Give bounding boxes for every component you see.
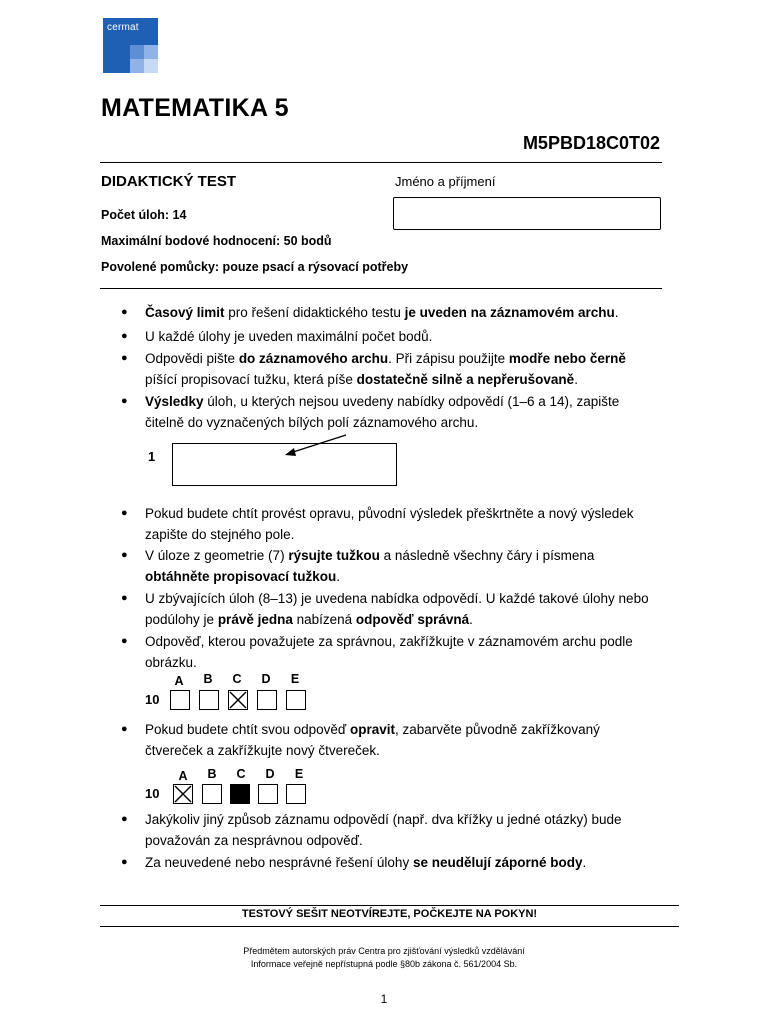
checkbox-a-crossed — [173, 784, 193, 804]
meta-divider — [100, 288, 662, 289]
choice-letter: E — [294, 767, 304, 781]
choice-letter: A — [178, 769, 188, 783]
bullet: ● — [121, 507, 128, 519]
footer-divider-top — [100, 905, 679, 906]
cross-icon — [174, 785, 192, 803]
instruction-change-answer: Pokud budete chtít svou odpověď opravit, zabarvěte původně zakřížkovaný čtvereček a zakřížkujte nový čtvereček. — [145, 722, 600, 758]
max-points: Maximální bodové hodnocení: 50 bodů — [101, 234, 332, 248]
instruction-no-negative-points: Za neuvedené nebo nesprávné řešení úlohy se neudělují záporné body. — [145, 855, 587, 870]
bullet: ● — [121, 549, 128, 561]
bullet: ● — [121, 352, 128, 364]
instruction-correction: Pokud budete chtít provést opravu, původní výsledek přeškrtněte a nový výsledek zapište do stejného pole. — [145, 506, 634, 542]
arrow-icon — [280, 432, 350, 460]
copyright-notice — [100, 945, 668, 971]
choice-letter: E — [290, 672, 300, 686]
bullet: ● — [121, 813, 128, 825]
choice-letter: A — [174, 674, 184, 688]
bullet: ● — [121, 723, 128, 735]
checkbox-c-filled — [230, 784, 250, 804]
choice-letter: B — [207, 767, 217, 781]
checkbox-d — [257, 690, 277, 710]
allowed-tools: Povolené pomůcky: pouze psací a rýsovací potřeby — [101, 260, 409, 274]
choice-letter: D — [261, 672, 271, 686]
checkbox-d — [258, 784, 278, 804]
bullet: ● — [121, 635, 128, 647]
instruction-geometry: V úloze z geometrie (7) rýsujte tužkou a následně všechny čáry i písmena obtáhněte propisovací tužkou. — [145, 548, 595, 584]
bullet: ● — [121, 395, 128, 407]
instruction-mark-answer: Odpověď, kterou považujete za správnou, zakřížkujte v záznamovém archu podle obrázku. — [145, 634, 633, 670]
test-subtitle: DIDAKTICKÝ TEST — [101, 173, 236, 190]
page-number: 1 — [380, 992, 388, 1006]
footer-notice: TESTOVÝ SEŠIT NEOTVÍREJTE, POČKEJTE NA POKYN! — [241, 908, 538, 920]
bullet: ● — [121, 856, 128, 868]
instruction-multiple-choice: U zbývajících úloh (8–13) je uvedena nabídka odpovědí. U každé takové úlohy nebo podúlohy je právě jedna nabízená odpověď správná. — [145, 591, 649, 627]
instruction-results: Výsledky úloh, u kterých nejsou uvedeny nabídky odpovědí (1–6 a 14), zapište čitelně do vyznačených bílých polí záznamového archu. — [145, 394, 620, 430]
choice-letter: B — [203, 672, 213, 686]
demo-task-number: 1 — [148, 449, 156, 464]
bullet: ● — [121, 330, 128, 342]
choice-letter: C — [236, 767, 246, 781]
copyright-line-2: Informace veřejně nepřístupná podle §80b zákona č. 561/2004 Sb. — [250, 959, 518, 969]
header-divider — [100, 162, 662, 163]
name-field[interactable] — [393, 197, 661, 230]
document-title: MATEMATIKA 5 — [101, 94, 289, 122]
demo-task-number: 10 — [145, 786, 160, 801]
bullet: ● — [121, 592, 128, 604]
bullet: ● — [121, 306, 128, 318]
checkbox-e — [286, 690, 306, 710]
checkbox-e — [286, 784, 306, 804]
copyright-line-1: Předmětem autorských práv Centra pro zjišťování výsledků vzdělávání — [243, 946, 525, 956]
checkbox-c-crossed — [228, 690, 248, 710]
instruction-invalid-answers: Jakýkoliv jiný způsob záznamu odpovědí (např. dva křížky u jedné otázky) bude považován za nesprávnou odpověď. — [145, 812, 622, 848]
checkbox-b — [202, 784, 222, 804]
test-code: M5PBD18C0T02 — [522, 133, 660, 153]
instruction-answer-sheet: Odpovědi pište do záznamového archu. Při zápisu použijte modře nebo černě píšící propisovací tužku, která píše dostatečně silně a nepřerušovaně. — [145, 351, 626, 387]
logo-text: cermat — [107, 22, 139, 33]
choice-letter: C — [232, 672, 242, 686]
name-label: Jméno a příjmení — [395, 174, 496, 189]
choice-letter: D — [265, 767, 275, 781]
demo-task-number: 10 — [145, 692, 160, 707]
cross-icon — [229, 691, 247, 709]
footer-divider-bottom — [100, 926, 679, 927]
instruction-time-limit: Časový limit pro řešení didaktického testu je uveden na záznamovém archu. — [145, 305, 619, 320]
cermat-logo — [103, 18, 158, 73]
checkbox-a — [170, 690, 190, 710]
task-count: Počet úloh: 14 — [101, 208, 187, 222]
instruction-max-points: U každé úlohy je uveden maximální počet bodů. — [145, 329, 433, 344]
checkbox-b — [199, 690, 219, 710]
